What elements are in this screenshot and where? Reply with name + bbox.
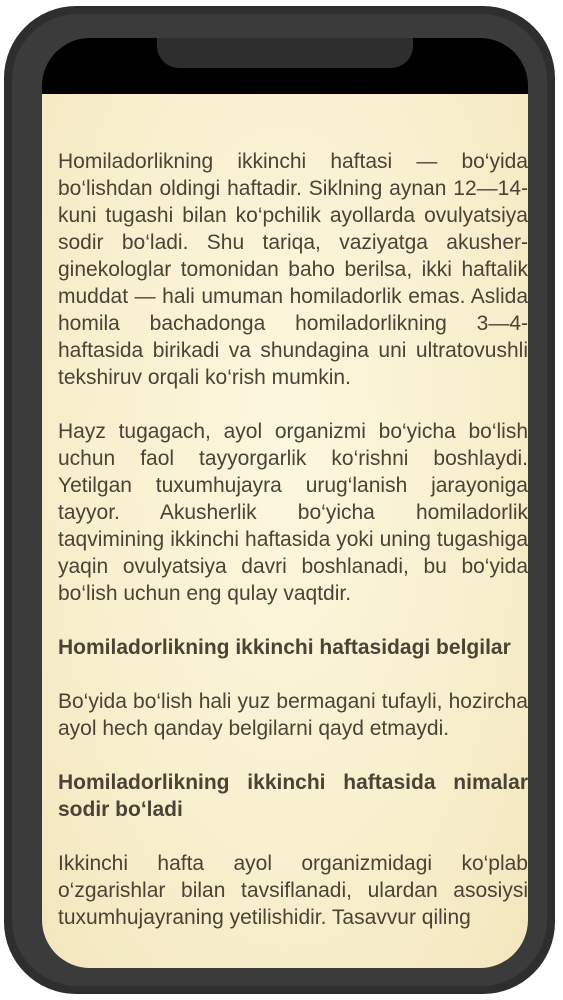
article-view[interactable]: [42, 94, 528, 968]
phone-screen: [42, 38, 528, 968]
camera-notch: [157, 38, 413, 68]
article-paragraph-4: Ikkinchi hafta ayol organizmidagi ko‘plab o‘zgarishlar bilan tavsiflanadi, ulardan asosiysi tuxumhujayraning yetilishidir. Tasavvur qiling: [58, 852, 528, 929]
article-paragraph-2: Hayz tugagach, ayol organizmi bo‘yicha bo‘lish uchun faol tayyorgarlik ko‘rishni boshlaydi. Yetilgan tuxumhujayra urug‘lanish jarayoniga tayyor. Akusherlik bo‘yicha homiladorlik taqvimining ikkinchi haftasida yoki uning tugashiga yaqin ovulyatsiya davri boshlanadi, bu bo‘yida bo‘lish uchun eng qulay vaqtdir.: [58, 420, 528, 605]
phone-frame: [4, 6, 555, 994]
mute-switch: [4, 138, 12, 178]
article-body: [58, 148, 528, 958]
section-heading-what-happens: Homiladorlikning ikkinchi haftasida nimalar sodir bo‘ladi: [58, 771, 528, 821]
volume-up-button: [4, 212, 12, 278]
power-button: [547, 234, 555, 342]
article-paragraph-1: Homiladorlikning ikkinchi haftasi — bo‘yida bo‘lishdan oldingi haftadir. Siklning aynan 12—14-kuni tugashi bilan ko‘pchilik ayollarda ovulyatsiya sodir bo‘ladi. Shu tariqa, vaziyatga akusher-ginekologlar tomonidan baho berilsa, ikki haftalik muddat — hali umuman homiladorlik emas. Aslida homila bachadonga homiladorlikning 3—4-haftasida birikadi va shundagina uni ultratovushli tekshiruv orqali ko‘rish mumkin.: [58, 150, 528, 389]
volume-down-button: [4, 298, 12, 364]
article-paragraph-3: Bo‘yida bo‘lish hali yuz bermagani tufayli, hozircha ayol hech qanday belgilarni qayd etmaydi.: [58, 690, 528, 740]
section-heading-signs: Homiladorlikning ikkinchi haftasidagi belgilar: [58, 636, 511, 659]
